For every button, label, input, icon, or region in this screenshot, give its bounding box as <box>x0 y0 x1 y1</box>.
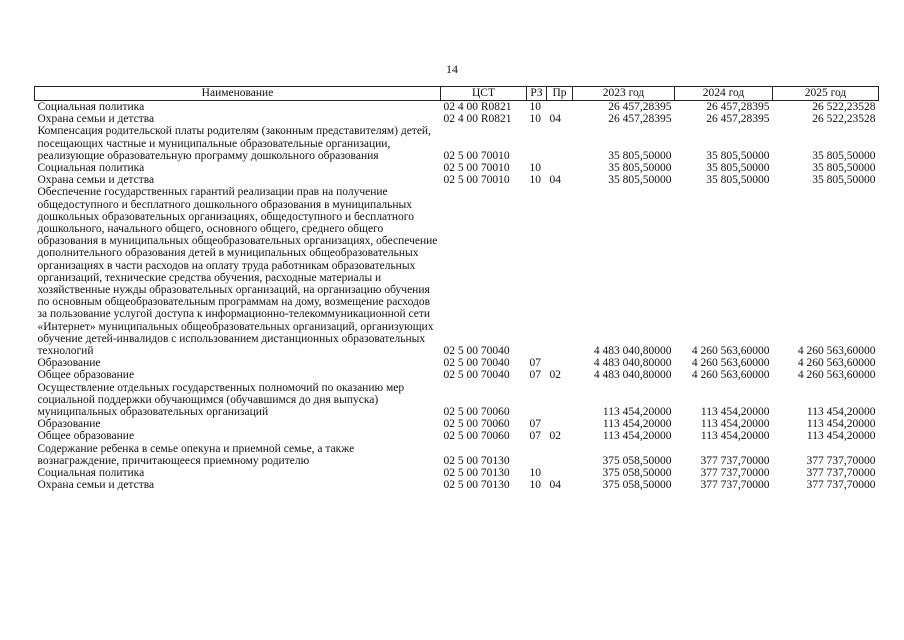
row-2025: 377 737,70000 <box>806 479 876 492</box>
row-2023: 113 454,20000 <box>602 430 672 443</box>
row-pr: 02 <box>549 369 561 382</box>
row-rz: 07 <box>529 418 541 431</box>
row-cst: 02 5 00 70040 <box>443 345 510 358</box>
row-2025: 377 737,70000 <box>806 454 876 467</box>
row-rz: 10 <box>529 479 541 492</box>
row-pr <box>547 443 573 467</box>
row-rz: 07 <box>529 357 541 370</box>
row-2023: 4 483 040,80000 <box>593 345 672 358</box>
row-2023: 35 805,50000 <box>608 174 672 187</box>
row-pr: 04 <box>549 113 561 126</box>
row-pr <box>547 101 573 114</box>
row-cst: 02 5 00 70010 <box>443 162 510 175</box>
row-cst: 02 5 00 70130 <box>443 454 510 467</box>
row-2024: 35 805,50000 <box>706 174 770 187</box>
row-2024: 113 454,20000 <box>700 406 770 419</box>
row-2024: 377 737,70000 <box>700 454 770 467</box>
page-number: 14 <box>446 62 458 76</box>
row-2023: 375 058,50000 <box>602 479 672 492</box>
row-2024: 377 737,70000 <box>700 467 770 480</box>
row-2024: 4 260 563,60000 <box>691 345 770 358</box>
row-2025: 35 805,50000 <box>812 162 876 175</box>
row-2024: 26 457,28395 <box>706 113 770 126</box>
row-pr <box>547 125 573 162</box>
row-cst: 02 5 00 70130 <box>443 479 510 492</box>
row-2025: 35 805,50000 <box>812 174 876 187</box>
row-rz: 10 <box>529 101 541 113</box>
row-cst: 02 5 00 70060 <box>443 418 510 431</box>
row-2024: 377 737,70000 <box>700 479 770 492</box>
row-2024: 26 457,28395 <box>706 101 770 113</box>
table-row <box>35 186 879 357</box>
row-name: Охрана семьи и детства <box>37 174 155 187</box>
row-rz: 10 <box>529 113 541 126</box>
row-pr <box>547 418 573 430</box>
table-header-row <box>35 87 879 101</box>
column-header-2024: 2024 год <box>675 87 773 101</box>
row-rz <box>527 125 547 162</box>
row-cst: 02 5 00 70010 <box>443 174 510 187</box>
row-2023: 4 483 040,80000 <box>593 357 672 370</box>
row-cst: 02 5 00 70010 <box>443 149 510 162</box>
row-2024: 4 260 563,60000 <box>691 369 770 382</box>
row-2024: 113 454,20000 <box>700 418 770 431</box>
row-2024: 4 260 563,60000 <box>691 357 770 370</box>
row-rz: 10 <box>529 467 541 480</box>
table-row <box>35 443 879 467</box>
row-cst: 02 4 00 R0821 <box>443 101 512 113</box>
table-row <box>35 162 879 174</box>
row-rz: 10 <box>529 162 541 175</box>
table-row <box>35 125 879 162</box>
row-2023: 26 457,28395 <box>608 113 672 126</box>
row-2025: 113 454,20000 <box>806 418 876 431</box>
row-2025: 4 260 563,60000 <box>797 357 876 370</box>
row-cst: 02 5 00 70130 <box>443 467 510 480</box>
row-rz: 07 <box>529 369 541 382</box>
row-2025: 35 805,50000 <box>812 149 876 162</box>
row-2023: 375 058,50000 <box>602 467 672 480</box>
row-2023: 113 454,20000 <box>602 406 672 419</box>
row-2023: 26 457,28395 <box>608 101 672 113</box>
column-header-2025: 2025 год <box>773 87 879 101</box>
column-header-2023: 2023 год <box>573 87 675 101</box>
row-pr <box>547 382 573 419</box>
row-pr: 04 <box>549 174 561 187</box>
row-cst: 02 5 00 70060 <box>443 430 510 443</box>
table-row <box>35 113 879 125</box>
row-name: Осуществление отдельных государственных полномочий по оказанию мер социальной поддержки обучающимся (обучавшимся до дня выпуска) муниципальных образовательных организаций <box>37 381 405 419</box>
row-cst: 02 5 00 70040 <box>443 369 510 382</box>
row-2025: 377 737,70000 <box>806 467 876 480</box>
table-row <box>35 418 879 430</box>
row-2024: 35 805,50000 <box>706 149 770 162</box>
row-name: Социальная политика <box>37 467 145 480</box>
row-2024: 113 454,20000 <box>700 430 770 443</box>
table-row <box>35 382 879 419</box>
row-2025: 26 522,23528 <box>812 113 876 126</box>
row-pr <box>547 357 573 369</box>
budget-table <box>34 86 879 492</box>
row-name: Общее образование <box>37 369 135 382</box>
table-row <box>35 479 879 491</box>
table-row <box>35 101 879 114</box>
table-row <box>35 430 879 442</box>
row-pr <box>547 162 573 174</box>
table-row <box>35 357 879 369</box>
row-pr <box>547 467 573 479</box>
row-cst: 02 5 00 70040 <box>443 357 510 370</box>
row-pr <box>547 186 573 357</box>
row-2024: 35 805,50000 <box>706 162 770 175</box>
row-name: Охрана семьи и детства <box>37 113 155 126</box>
row-2025: 113 454,20000 <box>806 430 876 443</box>
row-cst: 02 5 00 70060 <box>443 406 510 419</box>
row-2023: 4 483 040,80000 <box>593 369 672 382</box>
row-cst: 02 4 00 R0821 <box>443 113 512 126</box>
row-rz: 07 <box>529 430 541 443</box>
row-2023: 375 058,50000 <box>602 454 672 467</box>
row-rz <box>527 443 547 467</box>
row-name: Охрана семьи и детства <box>37 479 155 492</box>
row-rz <box>527 382 547 419</box>
row-2025: 113 454,20000 <box>806 406 876 419</box>
row-2025: 4 260 563,60000 <box>797 345 876 358</box>
row-2023: 113 454,20000 <box>602 418 672 431</box>
table-row <box>35 369 879 381</box>
column-header-name: Наименование <box>35 87 441 101</box>
row-pr: 02 <box>549 430 561 443</box>
column-header-pr: Пр <box>547 87 573 101</box>
row-name: Социальная политика <box>37 101 145 113</box>
row-name: Социальная политика <box>37 162 145 175</box>
row-2023: 35 805,50000 <box>608 149 672 162</box>
column-header-cst: ЦСТ <box>441 87 527 101</box>
row-name: Образование <box>37 357 101 370</box>
row-rz: 10 <box>529 174 541 187</box>
table-row <box>35 467 879 479</box>
row-2023: 35 805,50000 <box>608 162 672 175</box>
table-row <box>35 174 879 186</box>
table-body <box>35 101 879 492</box>
row-name: Компенсация родительской платы родителям (законным представителям) детей, посещающих частные и муниципальные образовательные организации, реализующие образовательную программу дошкольного образования <box>37 125 431 162</box>
row-2025: 26 522,23528 <box>812 101 876 113</box>
column-header-rz: РЗ <box>527 87 547 101</box>
row-pr: 04 <box>549 479 561 492</box>
row-rz <box>527 186 547 357</box>
row-name: Общее образование <box>37 430 135 443</box>
row-name: Обеспечение государственных гарантий реализации прав на получение общедоступного и бесплатного дошкольного образования в муниципальных дошкольных образовательных организациях, общедоступного и бесплатного дошкольного, начального общего, основного общего, среднего общего образования в муниципальных общеобразовательных организациях, обеспечение дополнительного образования детей в муниципальных общеобразовательных организациях в части расходов на оплату труда работникам образовательных организаций, технические средства обучения, расходные материалы и хозяйственные нужды образовательных организаций, на организацию обучения по основным общеобразовательным программам на дому, возмещение расходов за пользование услугой доступа к информационно-телекоммуникационной сети «Интернет» муниципальных общеобразовательных организаций, организующих обучение детей-инвалидов с использованием дистанционных образовательных технологий <box>37 186 438 358</box>
row-2025: 4 260 563,60000 <box>797 369 876 382</box>
row-name: Образование <box>37 418 101 431</box>
row-name: Содержание ребенка в семье опекуна и приемной семье, а также вознаграждение, причитающееся приемному родителю <box>37 442 355 467</box>
